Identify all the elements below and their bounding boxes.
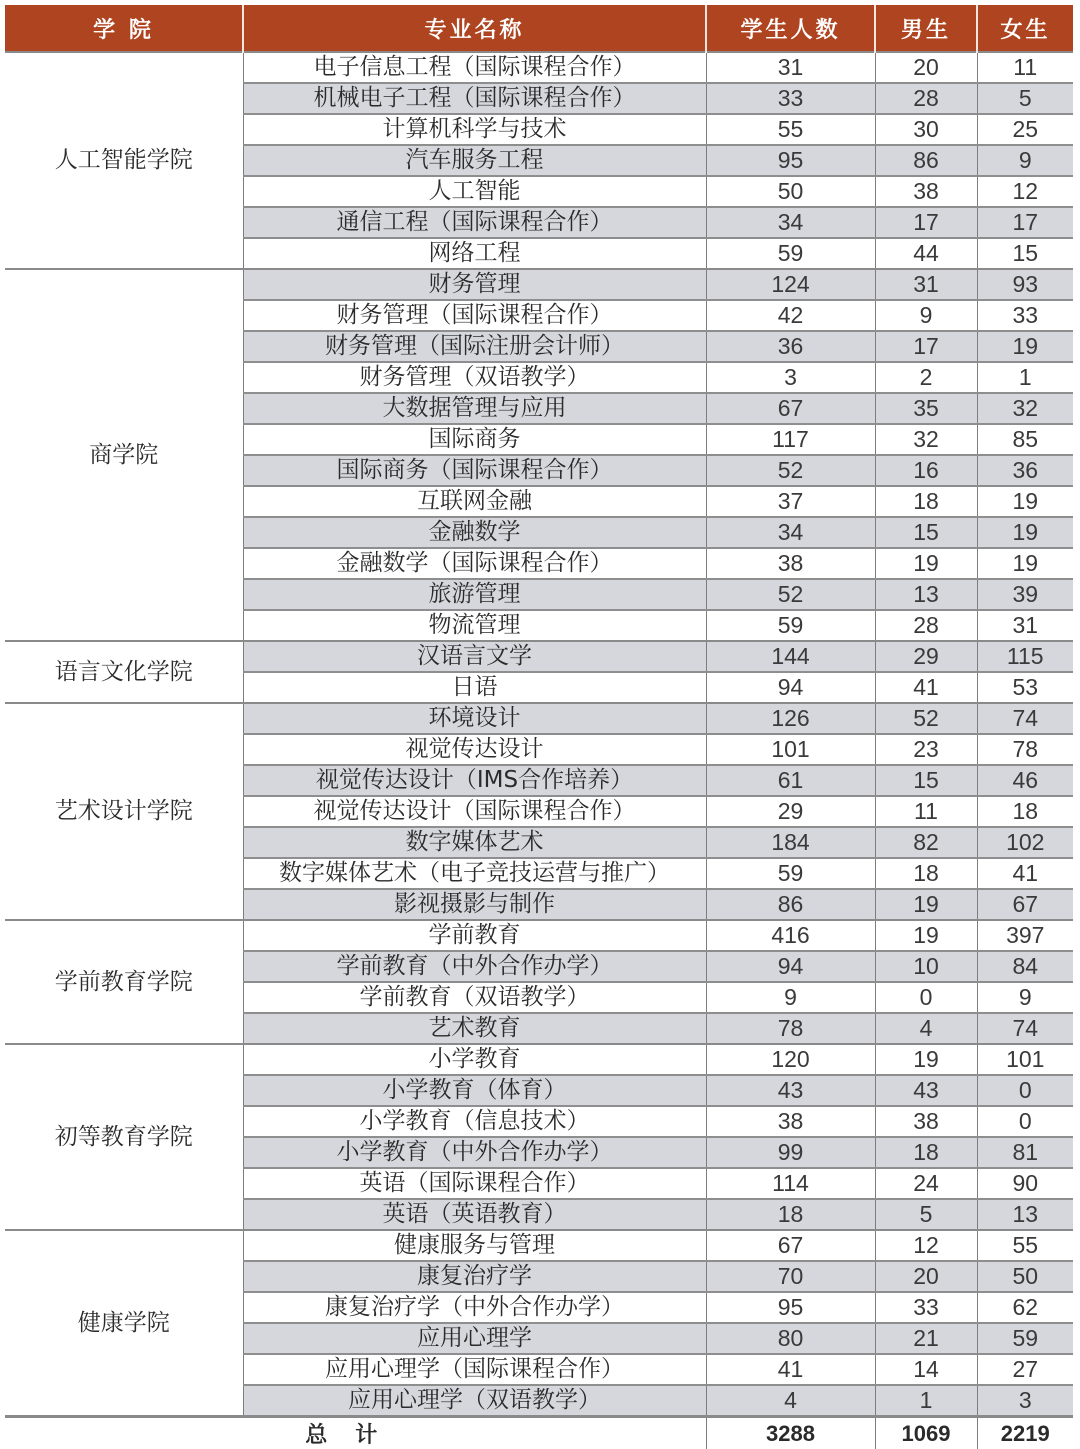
male-cell: 19 <box>875 889 977 920</box>
male-cell: 31 <box>875 269 977 300</box>
female-cell: 397 <box>977 920 1073 951</box>
female-cell: 46 <box>977 765 1073 796</box>
male-cell: 15 <box>875 765 977 796</box>
college-cell: 学前教育学院 <box>5 920 243 1044</box>
college-cell: 商学院 <box>5 269 243 641</box>
total-label: 总计 <box>5 1417 706 1449</box>
male-cell: 29 <box>875 641 977 672</box>
male-cell: 19 <box>875 1044 977 1075</box>
female-cell: 27 <box>977 1354 1073 1385</box>
students-cell: 78 <box>706 1013 875 1044</box>
header-female: 女生 <box>977 5 1073 52</box>
male-cell: 38 <box>875 176 977 207</box>
major-cell: 财务管理（双语教学） <box>243 362 706 393</box>
table-row <box>5 920 1073 951</box>
male-cell: 4 <box>875 1013 977 1044</box>
major-cell: 财务管理 <box>243 269 706 300</box>
major-cell: 数字媒体艺术（电子竞技运营与推广） <box>243 858 706 889</box>
female-cell: 31 <box>977 610 1073 641</box>
female-cell: 0 <box>977 1075 1073 1106</box>
major-cell: 视觉传达设计（国际课程合作） <box>243 796 706 827</box>
header-male: 男生 <box>875 5 977 52</box>
female-cell: 67 <box>977 889 1073 920</box>
female-cell: 41 <box>977 858 1073 889</box>
male-cell: 43 <box>875 1075 977 1106</box>
female-cell: 1 <box>977 362 1073 393</box>
major-cell: 小学教育（体育） <box>243 1075 706 1106</box>
male-cell: 10 <box>875 951 977 982</box>
male-cell: 41 <box>875 672 977 703</box>
major-cell: 健康服务与管理 <box>243 1230 706 1261</box>
female-cell: 11 <box>977 52 1073 83</box>
male-cell: 32 <box>875 424 977 455</box>
male-cell: 19 <box>875 920 977 951</box>
college-cell: 初等教育学院 <box>5 1044 243 1230</box>
major-cell: 学前教育（双语教学） <box>243 982 706 1013</box>
major-cell: 学前教育（中外合作办学） <box>243 951 706 982</box>
male-cell: 16 <box>875 455 977 486</box>
students-cell: 117 <box>706 424 875 455</box>
male-cell: 0 <box>875 982 977 1013</box>
students-cell: 99 <box>706 1137 875 1168</box>
male-cell: 18 <box>875 486 977 517</box>
female-cell: 25 <box>977 114 1073 145</box>
college-cell: 健康学院 <box>5 1230 243 1417</box>
table-row <box>5 703 1073 734</box>
major-cell: 应用心理学（国际课程合作） <box>243 1354 706 1385</box>
students-cell: 416 <box>706 920 875 951</box>
students-cell: 59 <box>706 858 875 889</box>
female-cell: 59 <box>977 1323 1073 1354</box>
major-cell: 应用心理学（双语教学） <box>243 1385 706 1417</box>
female-cell: 78 <box>977 734 1073 765</box>
male-cell: 13 <box>875 579 977 610</box>
female-cell: 13 <box>977 1199 1073 1230</box>
students-cell: 34 <box>706 207 875 238</box>
female-cell: 85 <box>977 424 1073 455</box>
students-cell: 184 <box>706 827 875 858</box>
male-cell: 20 <box>875 1261 977 1292</box>
major-cell: 金融数学 <box>243 517 706 548</box>
table-footer <box>5 1417 1073 1449</box>
students-cell: 37 <box>706 486 875 517</box>
students-cell: 36 <box>706 331 875 362</box>
students-cell: 52 <box>706 455 875 486</box>
female-cell: 0 <box>977 1106 1073 1137</box>
students-cell: 38 <box>706 548 875 579</box>
major-cell: 旅游管理 <box>243 579 706 610</box>
students-cell: 126 <box>706 703 875 734</box>
students-cell: 80 <box>706 1323 875 1354</box>
students-cell: 29 <box>706 796 875 827</box>
major-cell: 小学教育（中外合作办学） <box>243 1137 706 1168</box>
table-row <box>5 52 1073 83</box>
students-cell: 52 <box>706 579 875 610</box>
female-cell: 81 <box>977 1137 1073 1168</box>
male-cell: 23 <box>875 734 977 765</box>
female-cell: 53 <box>977 672 1073 703</box>
female-cell: 74 <box>977 703 1073 734</box>
students-cell: 18 <box>706 1199 875 1230</box>
major-cell: 大数据管理与应用 <box>243 393 706 424</box>
students-cell: 38 <box>706 1106 875 1137</box>
female-cell: 19 <box>977 486 1073 517</box>
college-cell: 人工智能学院 <box>5 52 243 269</box>
major-cell: 小学教育（信息技术） <box>243 1106 706 1137</box>
female-cell: 19 <box>977 331 1073 362</box>
major-cell: 财务管理（国际注册会计师） <box>243 331 706 362</box>
students-cell: 95 <box>706 145 875 176</box>
male-cell: 44 <box>875 238 977 269</box>
male-cell: 52 <box>875 703 977 734</box>
students-cell: 31 <box>706 52 875 83</box>
major-cell: 视觉传达设计 <box>243 734 706 765</box>
major-cell: 康复治疗学（中外合作办学） <box>243 1292 706 1323</box>
students-cell: 41 <box>706 1354 875 1385</box>
students-cell: 59 <box>706 238 875 269</box>
students-cell: 124 <box>706 269 875 300</box>
female-cell: 32 <box>977 393 1073 424</box>
major-cell: 学前教育 <box>243 920 706 951</box>
male-cell: 20 <box>875 52 977 83</box>
male-cell: 30 <box>875 114 977 145</box>
major-cell: 网络工程 <box>243 238 706 269</box>
female-cell: 19 <box>977 548 1073 579</box>
male-cell: 21 <box>875 1323 977 1354</box>
major-cell: 人工智能 <box>243 176 706 207</box>
female-cell: 62 <box>977 1292 1073 1323</box>
female-cell: 115 <box>977 641 1073 672</box>
students-cell: 67 <box>706 1230 875 1261</box>
male-cell: 17 <box>875 207 977 238</box>
students-cell: 94 <box>706 951 875 982</box>
major-cell: 英语（英语教育） <box>243 1199 706 1230</box>
male-cell: 35 <box>875 393 977 424</box>
major-cell: 影视摄影与制作 <box>243 889 706 920</box>
major-cell: 国际商务 <box>243 424 706 455</box>
header-major: 专业名称 <box>243 5 706 52</box>
students-cell: 33 <box>706 83 875 114</box>
female-cell: 15 <box>977 238 1073 269</box>
female-cell: 12 <box>977 176 1073 207</box>
major-cell: 金融数学（国际课程合作） <box>243 548 706 579</box>
major-cell: 电子信息工程（国际课程合作） <box>243 52 706 83</box>
male-cell: 19 <box>875 548 977 579</box>
total-male: 1069 <box>875 1417 977 1449</box>
table-row <box>5 641 1073 672</box>
students-cell: 3 <box>706 362 875 393</box>
students-cell: 61 <box>706 765 875 796</box>
major-cell: 汉语言文学 <box>243 641 706 672</box>
female-cell: 19 <box>977 517 1073 548</box>
students-cell: 50 <box>706 176 875 207</box>
students-cell: 43 <box>706 1075 875 1106</box>
header-college: 学 院 <box>5 5 243 52</box>
female-cell: 3 <box>977 1385 1073 1417</box>
table-row <box>5 269 1073 300</box>
college-cell: 语言文化学院 <box>5 641 243 703</box>
total-female: 2219 <box>977 1417 1073 1449</box>
major-cell: 计算机科学与技术 <box>243 114 706 145</box>
major-cell: 通信工程（国际课程合作） <box>243 207 706 238</box>
students-cell: 114 <box>706 1168 875 1199</box>
female-cell: 33 <box>977 300 1073 331</box>
male-cell: 18 <box>875 1137 977 1168</box>
students-cell: 59 <box>706 610 875 641</box>
table-row <box>5 1044 1073 1075</box>
students-cell: 9 <box>706 982 875 1013</box>
male-cell: 33 <box>875 1292 977 1323</box>
major-cell: 英语（国际课程合作） <box>243 1168 706 1199</box>
female-cell: 17 <box>977 207 1073 238</box>
major-cell: 应用心理学 <box>243 1323 706 1354</box>
major-cell: 国际商务（国际课程合作） <box>243 455 706 486</box>
major-cell: 环境设计 <box>243 703 706 734</box>
male-cell: 24 <box>875 1168 977 1199</box>
male-cell: 11 <box>875 796 977 827</box>
male-cell: 17 <box>875 331 977 362</box>
total-row <box>5 1417 1073 1449</box>
students-cell: 86 <box>706 889 875 920</box>
total-students: 3288 <box>706 1417 875 1449</box>
female-cell: 101 <box>977 1044 1073 1075</box>
major-cell: 物流管理 <box>243 610 706 641</box>
table-body <box>5 52 1073 1417</box>
female-cell: 74 <box>977 1013 1073 1044</box>
male-cell: 14 <box>875 1354 977 1385</box>
male-cell: 9 <box>875 300 977 331</box>
major-cell: 互联网金融 <box>243 486 706 517</box>
female-cell: 90 <box>977 1168 1073 1199</box>
enrollment-table <box>5 5 1073 1449</box>
major-cell: 康复治疗学 <box>243 1261 706 1292</box>
students-cell: 101 <box>706 734 875 765</box>
male-cell: 1 <box>875 1385 977 1417</box>
students-cell: 94 <box>706 672 875 703</box>
major-cell: 数字媒体艺术 <box>243 827 706 858</box>
major-cell: 小学教育 <box>243 1044 706 1075</box>
male-cell: 15 <box>875 517 977 548</box>
female-cell: 18 <box>977 796 1073 827</box>
female-cell: 50 <box>977 1261 1073 1292</box>
female-cell: 36 <box>977 455 1073 486</box>
major-cell: 艺术教育 <box>243 1013 706 1044</box>
female-cell: 9 <box>977 145 1073 176</box>
students-cell: 70 <box>706 1261 875 1292</box>
major-cell: 视觉传达设计（IMS合作培养） <box>243 765 706 796</box>
male-cell: 12 <box>875 1230 977 1261</box>
female-cell: 84 <box>977 951 1073 982</box>
male-cell: 86 <box>875 145 977 176</box>
college-cell: 艺术设计学院 <box>5 703 243 920</box>
major-cell: 日语 <box>243 672 706 703</box>
students-cell: 144 <box>706 641 875 672</box>
female-cell: 102 <box>977 827 1073 858</box>
male-cell: 18 <box>875 858 977 889</box>
male-cell: 2 <box>875 362 977 393</box>
male-cell: 82 <box>875 827 977 858</box>
table-row <box>5 1230 1073 1261</box>
students-cell: 120 <box>706 1044 875 1075</box>
male-cell: 5 <box>875 1199 977 1230</box>
major-cell: 机械电子工程（国际课程合作） <box>243 83 706 114</box>
female-cell: 39 <box>977 579 1073 610</box>
students-cell: 34 <box>706 517 875 548</box>
female-cell: 5 <box>977 83 1073 114</box>
female-cell: 9 <box>977 982 1073 1013</box>
header-students: 学生人数 <box>706 5 875 52</box>
table-header <box>5 5 1073 52</box>
students-cell: 95 <box>706 1292 875 1323</box>
students-cell: 42 <box>706 300 875 331</box>
major-cell: 财务管理（国际课程合作） <box>243 300 706 331</box>
major-cell: 汽车服务工程 <box>243 145 706 176</box>
female-cell: 55 <box>977 1230 1073 1261</box>
students-cell: 67 <box>706 393 875 424</box>
students-cell: 55 <box>706 114 875 145</box>
male-cell: 38 <box>875 1106 977 1137</box>
students-cell: 4 <box>706 1385 875 1417</box>
male-cell: 28 <box>875 83 977 114</box>
female-cell: 93 <box>977 269 1073 300</box>
male-cell: 28 <box>875 610 977 641</box>
